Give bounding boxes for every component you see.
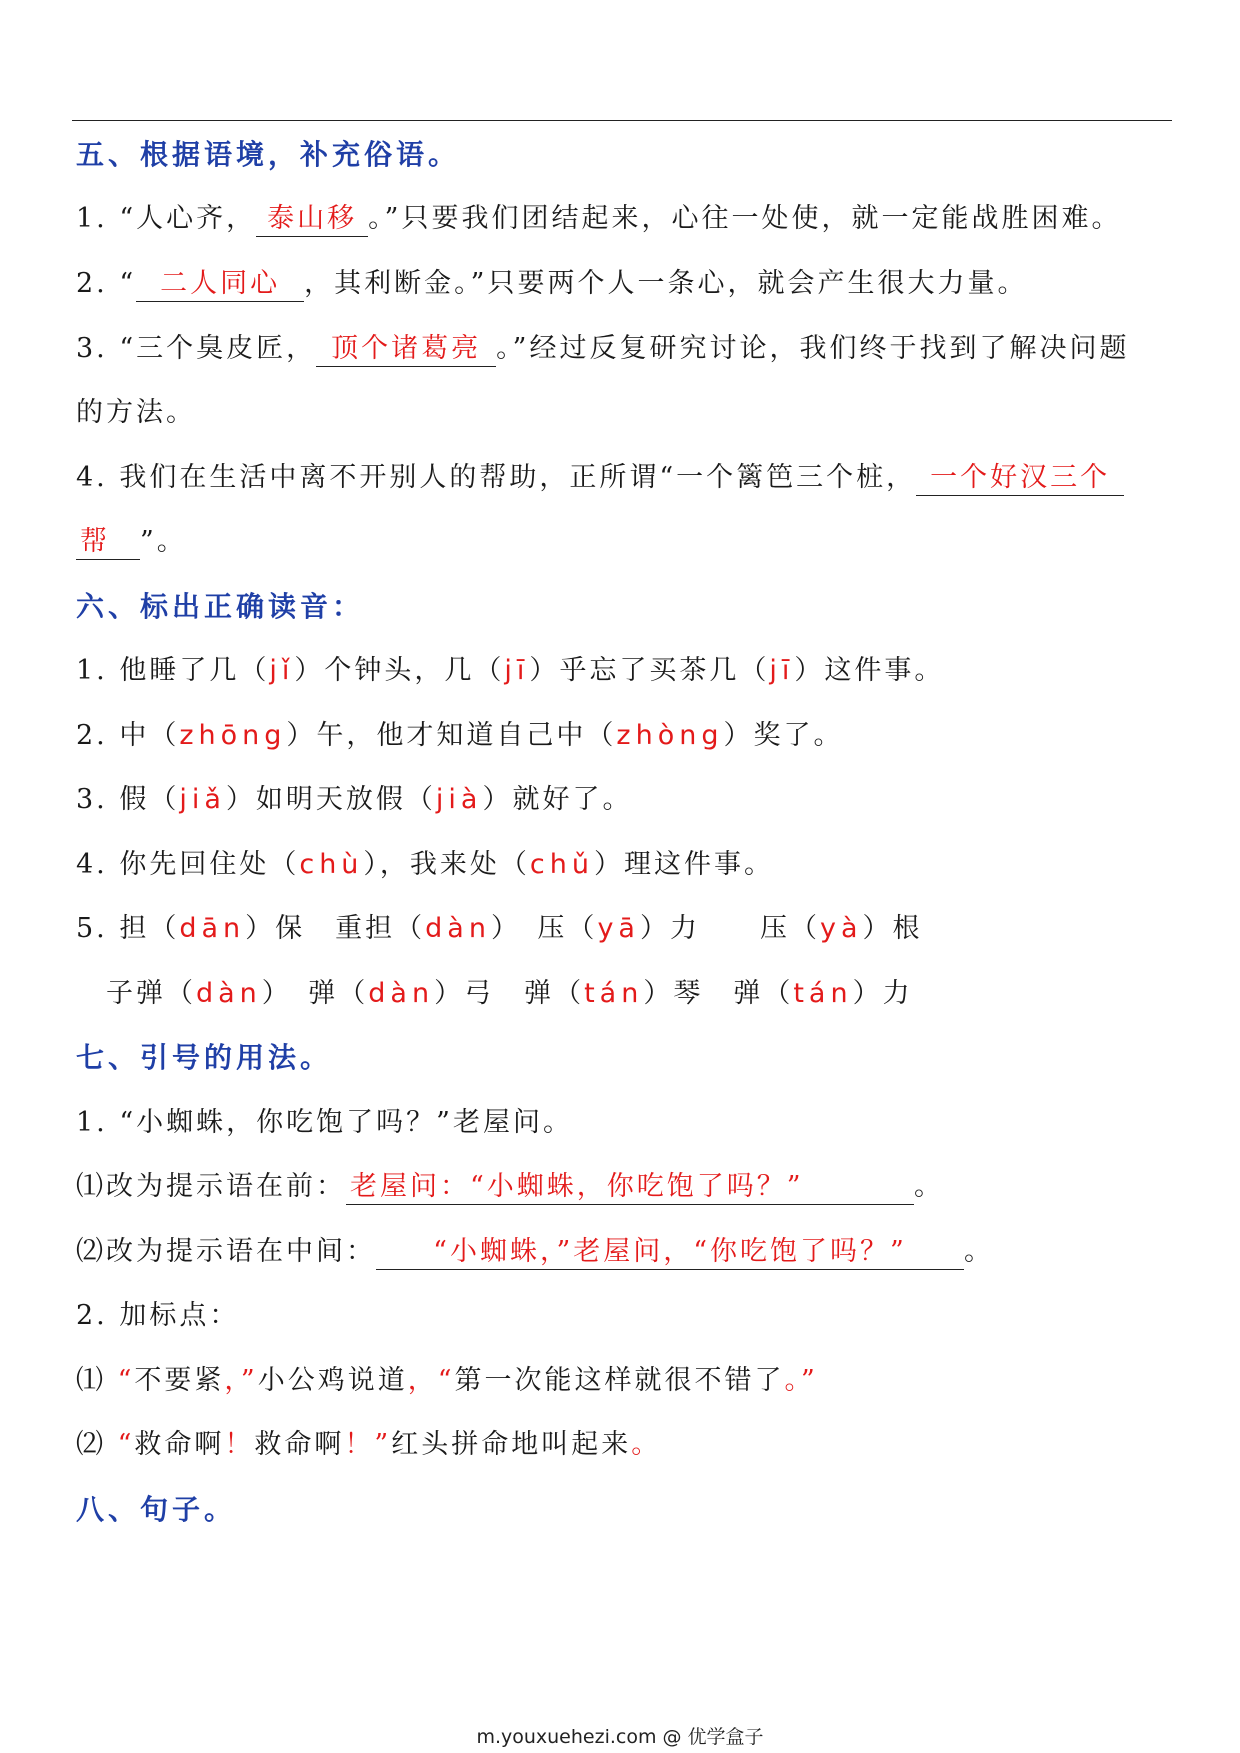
text: 4. 你先回住处（ [76,849,300,880]
pinyin: yà [819,913,863,944]
text: ⑴ [76,1365,118,1396]
section-5-title: 五、根据语境，补充俗语。 [76,138,461,171]
text: ，“ [407,1365,455,1396]
text: 红头拼命地叫起来 [391,1429,632,1460]
s7-a1-answer: 老屋问：“小蜘蛛，你吃饱了吗？” [346,1170,914,1205]
s7-question-2: 2. 加标点： [76,1300,240,1331]
text: ）如明天放假（ [225,784,436,815]
text: ）力 [852,978,913,1009]
s6-line-4 [76,845,774,885]
s5-q4-suffix: ”。 [140,526,187,557]
pinyin: jià [435,784,483,815]
text: 。 [631,1429,662,1460]
s5-q4-continuation [76,522,187,562]
text: 。” [784,1365,818,1396]
s5-q1-suffix: 。”只要我们团结起来，心往一处使，就一定能战胜困难。 [368,203,1122,234]
text: 救命啊 [254,1429,345,1460]
text: ）午，他才知道自己中（ [286,720,617,751]
s7-answer-1 [76,1167,944,1207]
pinyin: dàn [425,913,491,944]
text: 子弹（ [106,978,196,1009]
pinyin: chù [299,849,364,880]
text: “ [117,1365,135,1396]
text: ）弓 弹（ [434,978,585,1009]
pinyin: jī [504,655,530,686]
pinyin: jiǎ [179,784,226,815]
pinyin: chǔ [529,849,594,880]
s6-line-5 [76,909,923,949]
s5-question-4 [76,458,1124,498]
text: ，” [224,1365,258,1396]
text: ⑴改为提示语在前： [76,1171,346,1202]
s5-question-1 [76,199,1121,239]
text: 1. 他睡了几（ [76,655,270,686]
pinyin: yā [597,913,640,944]
text: “ [117,1429,135,1460]
s7-a2-answer: “小蜘蛛，”老屋问，“你吃饱了吗？” [376,1235,964,1270]
text: ！ [224,1429,255,1460]
text: 小公鸡说道 [257,1365,408,1396]
text: ）乎忘了买茶几（ [529,655,770,686]
pinyin: tán [584,978,644,1009]
s5-question-3 [76,329,1129,369]
s5-q2-suffix: ，其利断金。”只要两个人一条心，就会产生很大力量。 [304,268,1028,299]
s5-q3-answer: 顶个诸葛亮 [316,332,496,367]
s5-q3-suffix: 。”经过反复研究讨论，我们终于找到了解决问题 [496,333,1130,364]
section-6-title: 六、标出正确读音： [76,590,365,623]
section-7-title: 七、引号的用法。 [76,1041,333,1074]
s6-line-1 [76,651,944,691]
s6-line-2 [76,716,843,756]
text: ），我来处（ [363,849,530,880]
text: ）琴 弹（ [643,978,794,1009]
text: 第一次能这样就很不错了 [454,1365,785,1396]
text: 不要紧 [134,1365,225,1396]
text: ）奖了。 [723,720,844,751]
pinyin: dān [179,913,246,944]
text: ）保 重担（ [245,913,426,944]
top-rule [72,120,1172,121]
s7-punct-2 [76,1425,661,1465]
text: ）个钟头，几（ [294,655,505,686]
s5-q1-answer: 泰山移 [256,202,368,237]
text: 。 [914,1171,944,1202]
pinyin: jǐ [269,655,295,686]
text: ） 压（ [490,913,598,944]
text: 。 [964,1236,994,1267]
s7-question-1: 1. “小蜘蛛，你吃饱了吗？”老屋问。 [76,1107,573,1138]
pinyin: tán [793,978,853,1009]
text: 5. 担（ [76,913,180,944]
text: ⑵改为提示语在中间： [76,1236,376,1267]
s5-q4-answer-part1: 一个好汉三个 [916,461,1124,496]
s7-punct-1 [76,1361,818,1401]
pinyin: dàn [196,978,262,1009]
text: 救命啊 [134,1429,225,1460]
footer-watermark: m.youxuehezi.com @ 优学盒子 [476,1726,764,1748]
pinyin: zhōng [179,720,287,751]
text: 2. 中（ [76,720,180,751]
pinyin: zhòng [616,720,724,751]
text: ）力 压（ [639,913,820,944]
s5-q2-answer: 二人同心 [136,267,304,302]
text: ！” [344,1429,392,1460]
s5-q4-answer-part2: 帮 [76,525,140,560]
s5-q3-continuation: 的方法。 [76,397,196,428]
text: ）理这件事。 [594,849,774,880]
s6-line-6 [106,974,913,1014]
text: ） 弹（ [261,978,369,1009]
pinyin: dàn [368,978,435,1009]
text: 3. 假（ [76,784,180,815]
s5-q4-prefix: 4. 我们在生活中离不开别人的帮助，正所谓“一个篱笆三个桩， [76,462,917,493]
text: ）就好了。 [482,784,633,815]
text: ⑵ [76,1429,118,1460]
s6-line-3 [76,780,632,820]
s5-question-2 [76,264,1027,304]
s7-answer-2 [76,1232,994,1272]
s5-q3-prefix: 3. “三个臭皮匠， [76,333,317,364]
section-8-title: 八、句子。 [76,1493,237,1526]
s5-q1-prefix: 1. “人心齐， [76,203,257,234]
pinyin: jī [769,655,795,686]
s5-q2-prefix: 2. “ [76,268,137,299]
text: ）这件事。 [794,655,945,686]
text: ）根 [862,913,923,944]
